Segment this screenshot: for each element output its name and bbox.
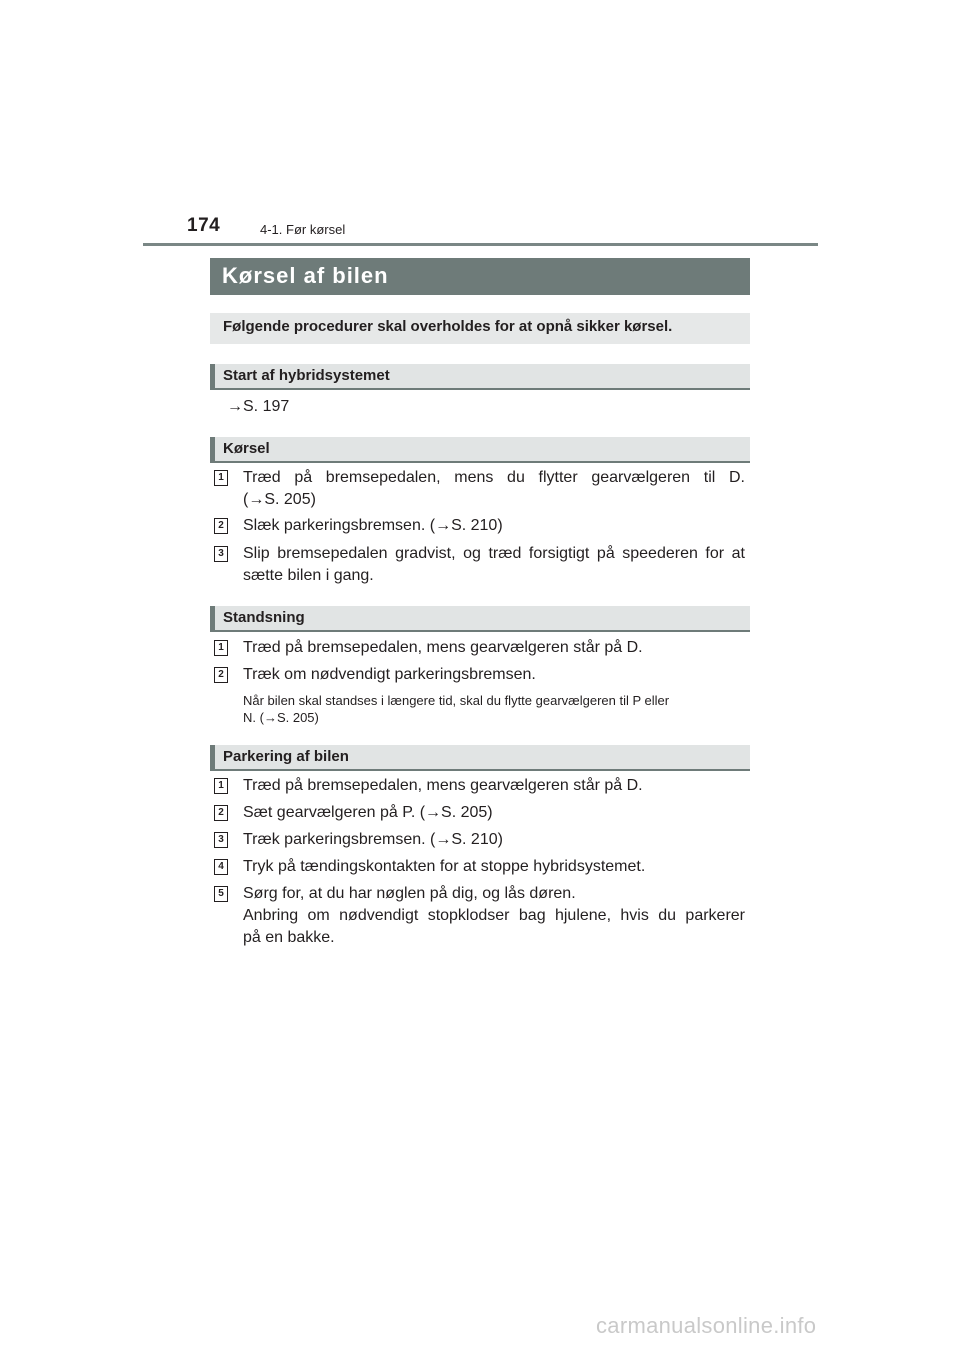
watermark: carmanualsonline.info	[596, 1313, 817, 1338]
step-text: Slæk parkeringsbremsen. (→S. 210)	[243, 517, 503, 534]
step-text-cont: Anbring om nødvendigt stopklodser bag hjulene, hvis du parkerer	[243, 907, 745, 924]
step-text: Træd på bremsepedalen, mens du flytter gearvælgeren til D.	[243, 469, 745, 486]
step-text: Sørg for, at du har nøglen på dig, og lås døren.	[243, 885, 576, 902]
step-text-cont: sætte bilen i gang.	[243, 567, 374, 584]
step-text: Tryk på tændingskontakten for at stoppe hybridsystemet.	[243, 858, 646, 875]
step-number: 5	[214, 886, 228, 902]
page-title: Kørsel af bilen	[222, 263, 389, 288]
header-divider	[143, 243, 818, 246]
section-heading-driving	[210, 437, 750, 463]
section-heading-start	[210, 364, 750, 390]
intro-box	[210, 313, 750, 344]
step-text: Træd på bremsepedalen, mens gearvælgeren står på D.	[243, 777, 643, 794]
note-text: Når bilen skal standses i længere tid, skal du flytte gearvælgeren til P eller	[243, 693, 670, 708]
step-text: Sæt gearvælgeren på P. (→S. 205)	[243, 804, 493, 821]
step-number: 2	[214, 518, 228, 534]
note-text-cont: N. (→S. 205)	[243, 710, 319, 725]
step-number: 1	[214, 640, 228, 656]
step-number: 1	[214, 470, 228, 486]
intro-text: Følgende procedurer skal overholdes for at opnå sikker kørsel.	[223, 318, 673, 335]
section-heading-label: Start af hybridsystemet	[223, 367, 390, 384]
section-heading-parking	[210, 745, 750, 771]
step-text: Træk parkeringsbremsen. (→S. 210)	[243, 831, 503, 848]
start-reference: →S. 197	[227, 398, 290, 415]
section-heading-stopping	[210, 606, 750, 632]
section-heading-label: Standsning	[223, 609, 305, 626]
page-number: 174	[187, 215, 221, 236]
step-number: 3	[214, 832, 228, 848]
step-number: 2	[214, 667, 228, 683]
step-number: 3	[214, 546, 228, 562]
chapter-label: 4-1. Før kørsel	[260, 222, 346, 237]
step-text: Træk om nødvendigt parkeringsbremsen.	[243, 666, 536, 683]
step-text: Slip bremsepedalen gradvist, og træd forsigtigt på speederen for at	[243, 545, 745, 562]
step-number: 4	[214, 859, 228, 875]
step-number: 1	[214, 778, 228, 794]
section-heading-label: Parkering af bilen	[223, 748, 349, 765]
step-text: Træd på bremsepedalen, mens gearvælgeren står på D.	[243, 639, 643, 656]
section-heading-label: Kørsel	[223, 440, 270, 457]
page-title-bar	[210, 258, 750, 295]
step-text-cont: (→S. 205)	[243, 491, 316, 508]
step-number: 2	[214, 805, 228, 821]
step-text-cont: på en bakke.	[243, 929, 335, 946]
